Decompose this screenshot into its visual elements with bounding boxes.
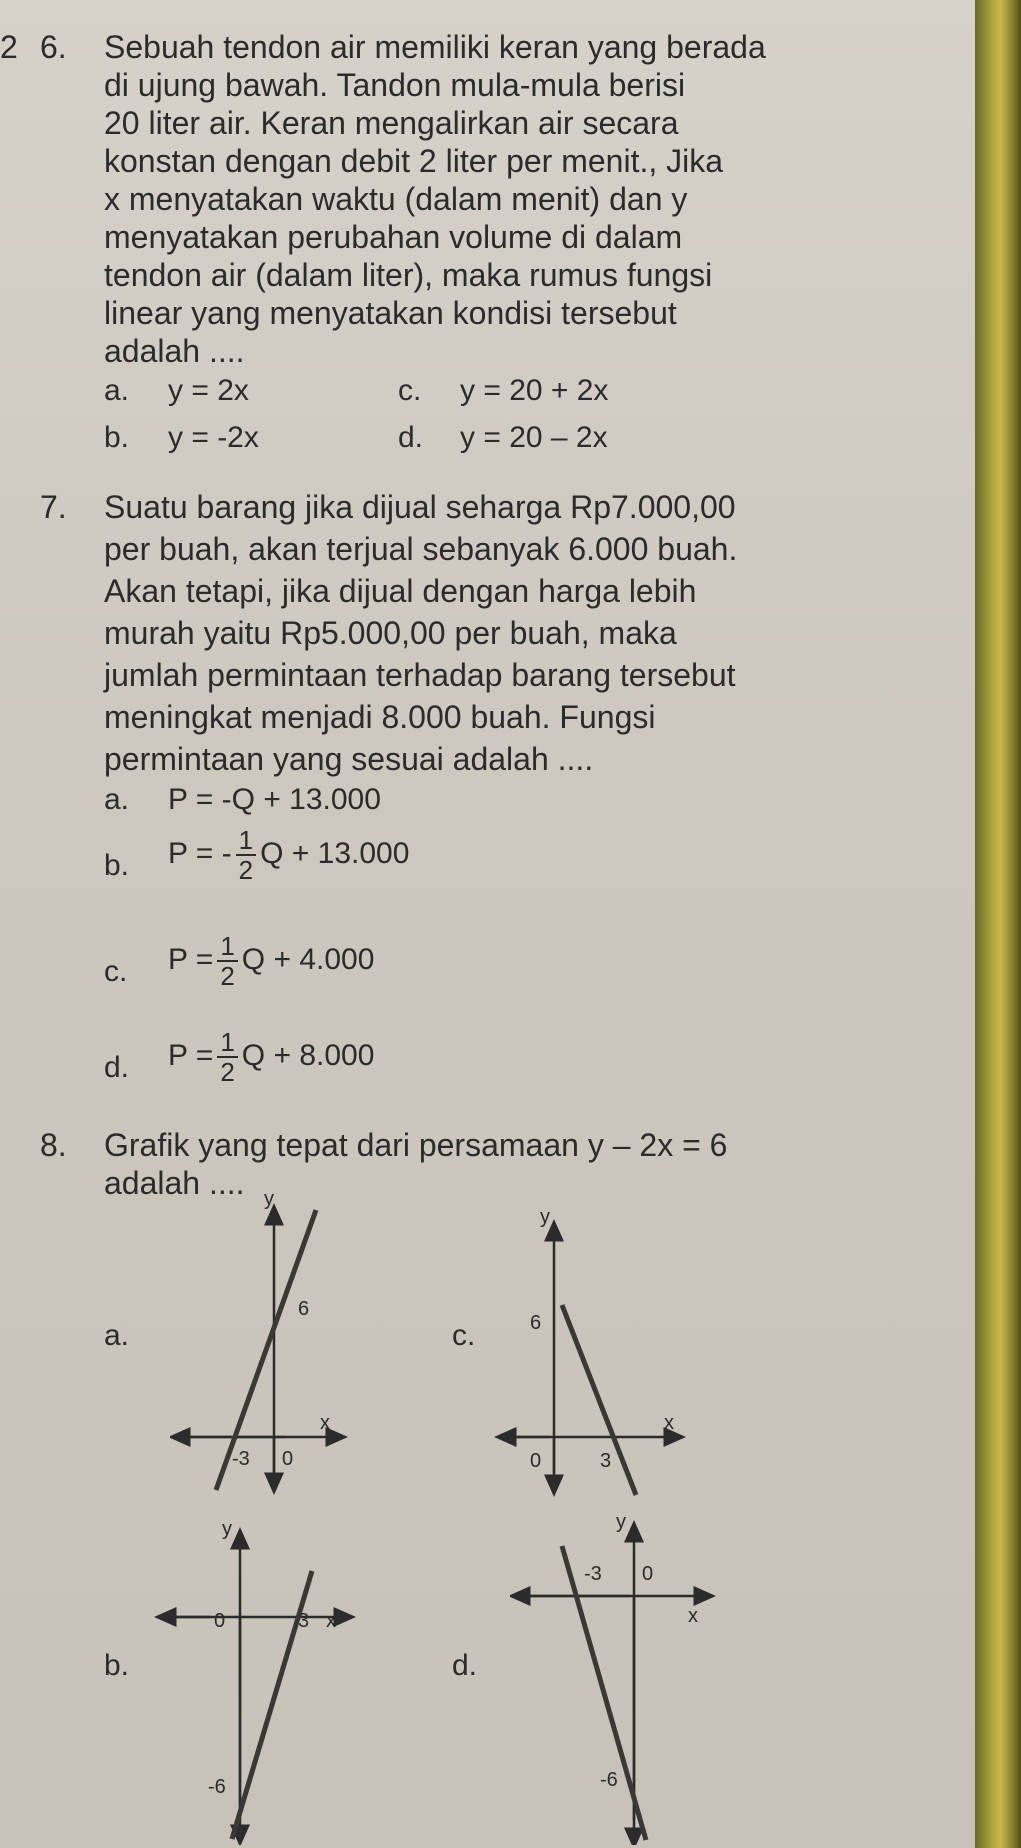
tick-label: 6 (298, 1298, 310, 1320)
question-8-line: Grafik yang tepat dari persamaan y – 2x = 6 (104, 1127, 728, 1163)
question-6-line: linear yang menyatakan kondisi tersebut (104, 295, 677, 331)
question-6-line: di ujung bawah. Tandon mula-mula berisi (104, 67, 686, 103)
tick-label: -3 (232, 1448, 250, 1470)
fraction-numerator: 1 (217, 932, 237, 962)
q8-option-b-letter: b. (104, 1649, 130, 1682)
question-6-line: tendon air (dalam liter), maka rumus fungsi (104, 257, 713, 293)
question-7-line: Suatu barang jika dijual seharga Rp7.000,00 (104, 489, 736, 525)
question-8-line: adalah .... (104, 1165, 245, 1201)
question-6-line: menyatakan perubahan volume di dalam (104, 219, 683, 255)
x-axis-label: x (320, 1412, 330, 1434)
tick-label: -6 (600, 1769, 618, 1791)
fraction-denominator: 2 (220, 961, 235, 991)
tick-label: 0 (530, 1450, 542, 1472)
tick-label: 3 (600, 1450, 612, 1472)
fraction-numerator: 1 (236, 826, 256, 856)
q6-option-d-text: y = 20 – 2x (460, 421, 608, 454)
x-axis-label: x (664, 1412, 674, 1434)
question-7-line: jumlah permintaan terhadap barang tersebut (104, 657, 736, 693)
q7-option-c-expression (168, 932, 374, 990)
q8-option-c-letter: c. (452, 1319, 476, 1352)
q7-option-c-suffix: Q + 4.000 (241, 942, 375, 976)
q7-option-d-letter: d. (104, 1051, 130, 1084)
q8-graph-a (170, 1175, 350, 1495)
question-6-number: 6. (40, 29, 67, 65)
q7-option-a-text: P = -Q + 13.000 (168, 783, 381, 816)
tick-label: -6 (208, 1776, 226, 1798)
tick-label: 0 (214, 1610, 226, 1632)
question-7-line: per buah, akan terjual sebanyak 6.000 buah. (104, 531, 738, 567)
q8-graph-c (490, 1205, 690, 1505)
q7-option-d-prefix: P = (168, 1038, 214, 1072)
q7-option-c-prefix: P = (168, 942, 214, 976)
graph-line (216, 1210, 316, 1490)
q8-option-d-letter: d. (452, 1649, 478, 1682)
q6-option-a-letter: a. (104, 374, 130, 407)
question-6-line: adalah .... (104, 333, 245, 369)
question-7-number: 7. (40, 489, 67, 525)
q8-graph-d (510, 1510, 720, 1845)
question-8-number: 8. (40, 1127, 67, 1163)
q7-option-b-fraction (236, 826, 256, 884)
q6-option-c-text: y = 20 + 2x (460, 374, 609, 407)
y-axis-label: y (264, 1188, 274, 1210)
fraction-denominator: 2 (220, 1057, 235, 1087)
q7-option-d-fraction (217, 1028, 237, 1086)
y-axis-label: y (616, 1511, 626, 1533)
q7-option-d-suffix: Q + 8.000 (241, 1038, 375, 1072)
q6-option-b-letter: b. (104, 421, 130, 454)
q7-option-b-suffix: Q + 13.000 (260, 836, 410, 870)
q7-option-c-letter: c. (104, 955, 128, 988)
q6-option-b-text: y = -2x (168, 421, 259, 454)
q7-option-b-expression (168, 826, 409, 884)
x-axis-label: x (326, 1610, 336, 1632)
q8-graph-b (150, 1515, 360, 1845)
q6-option-d-letter: d. (398, 421, 424, 454)
question-7-line: permintaan yang sesuai adalah .... (104, 741, 594, 777)
question-6-line: konstan dengan debit 2 liter per menit., Jika (104, 143, 724, 179)
question-6-line: 20 liter air. Keran mengalirkan air secara (104, 105, 679, 141)
q7-option-c-fraction (217, 932, 237, 990)
question-6-line: x menyatakan waktu (dalam menit) dan y (104, 181, 688, 217)
question-7-line: meningkat menjadi 8.000 buah. Fungsi (104, 699, 656, 735)
q8-option-a-letter: a. (104, 1319, 130, 1352)
tick-label: 0 (642, 1563, 654, 1585)
page-edge-number: 2 (0, 29, 18, 65)
q7-option-b-prefix: P = - (168, 836, 232, 870)
y-axis-label: y (222, 1518, 232, 1540)
q6-option-c-letter: c. (398, 374, 422, 407)
y-axis-label: y (540, 1206, 550, 1228)
question-6-line: Sebuah tendon air memiliki keran yang berada (104, 29, 766, 65)
tick-label: 3 (298, 1610, 310, 1632)
question-7-line: Akan tetapi, jika dijual dengan harga lebih (104, 573, 697, 609)
q7-option-b-letter: b. (104, 849, 130, 882)
tick-label: 0 (282, 1448, 294, 1470)
q7-option-a-letter: a. (104, 783, 130, 816)
question-7-line: murah yaitu Rp5.000,00 per buah, maka (104, 615, 677, 651)
tick-label: -3 (584, 1563, 602, 1585)
book-binding-edge (975, 0, 1021, 1848)
graph-line (562, 1305, 636, 1495)
fraction-numerator: 1 (217, 1028, 237, 1058)
q7-option-d-expression (168, 1028, 374, 1086)
fraction-denominator: 2 (238, 855, 254, 885)
tick-label: 6 (530, 1312, 542, 1334)
x-axis-label: x (688, 1605, 698, 1627)
q6-option-a-text: y = 2x (168, 374, 249, 407)
